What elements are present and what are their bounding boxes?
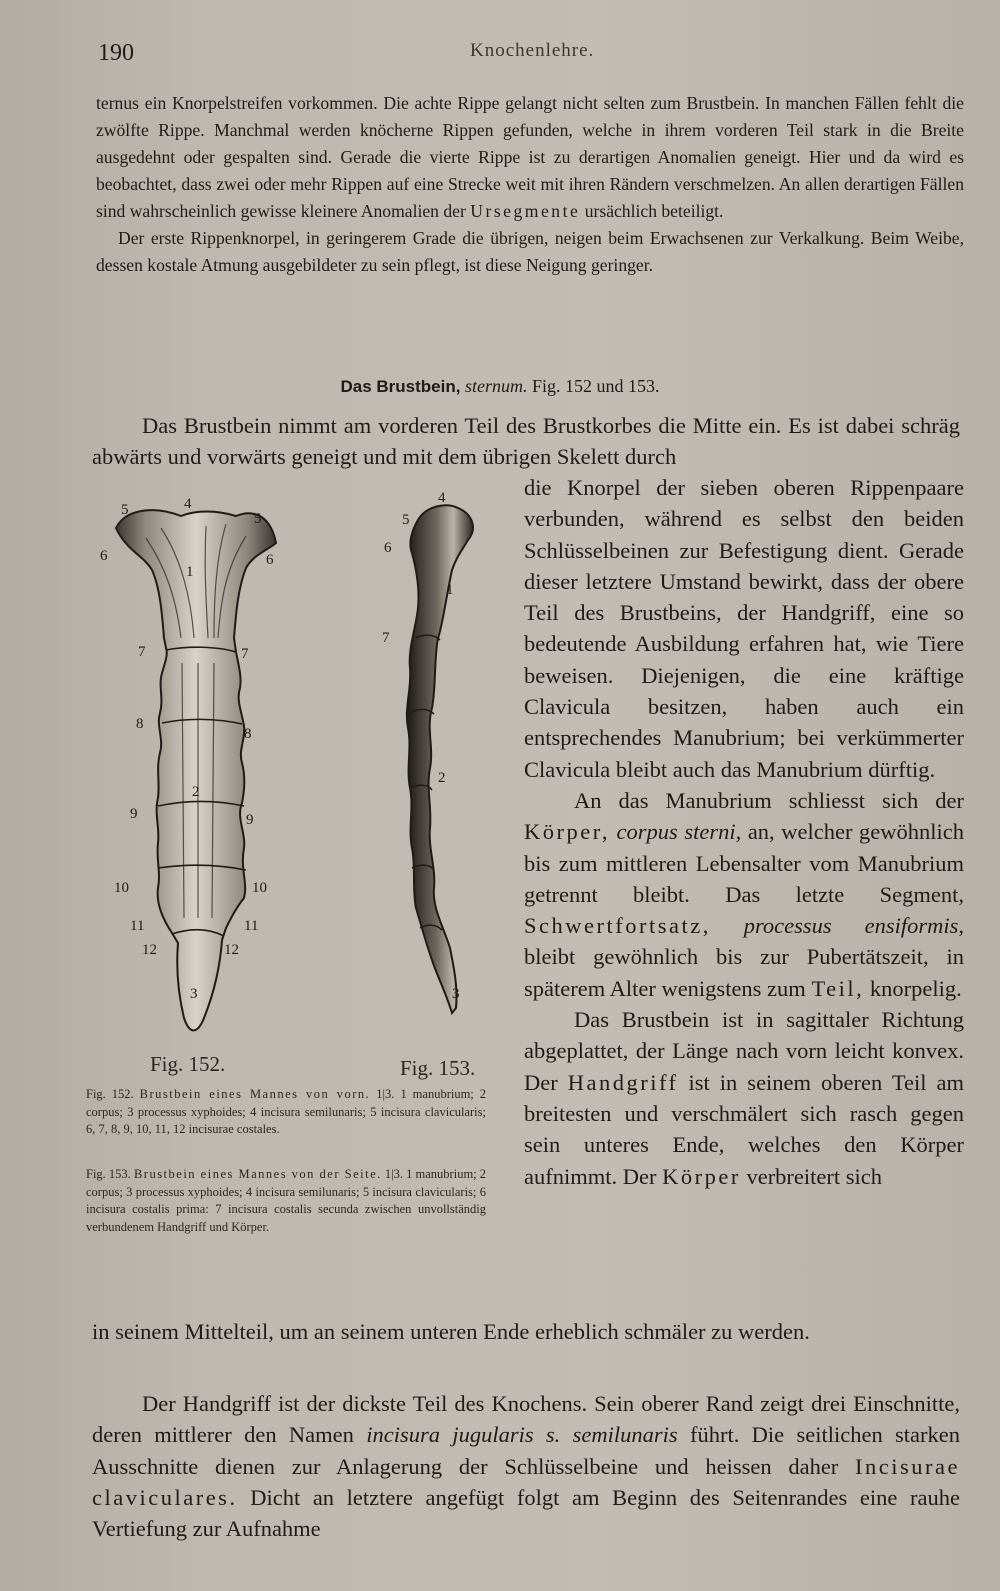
fig152-label-12-left: 12 xyxy=(142,942,157,958)
sternum-front-drawing xyxy=(116,510,276,1030)
fig152-label-12-right: 12 xyxy=(224,942,239,958)
final-paragraph: Der Handgriff ist der dickste Teil des Knochens. Sein oberer Rand zeigt drei Einschnitte, deren mittlerer den Namen incisura jugularis s. semilunaris führt. Die seitlichen starken Ausschnitte dienen zur Anlagerung der Schlüsselbeine und heissen daher Incisurae claviculares. Dicht an letztere angefügt folgt am Beginn des Seitenrandes eine rauhe Vertiefung zur Aufnahme xyxy=(92,1391,961,1542)
intro-paragraph-2: Der erste Rippenknorpel, in geringerem Grade die übrigen, neigen beim Erwachsenen zur Verkalkung. Beim Weibe, dessen kostale Atmung ausgebildeter zu sein pflegt, ist diese Neigung geringer. xyxy=(96,228,964,275)
sternum-side-drawing xyxy=(407,505,473,1013)
fig152-label-1: 1 xyxy=(186,564,194,580)
fig153-label-7: 7 xyxy=(382,630,390,646)
sternum-figures xyxy=(86,488,506,1048)
fig152-label-8-right: 8 xyxy=(244,726,252,742)
fig152-label-5-left: 5 xyxy=(121,502,129,518)
fig153-label-6: 6 xyxy=(384,540,392,556)
fig152-label-8-left: 8 xyxy=(136,716,144,732)
fig152-label-11-right: 11 xyxy=(244,918,259,934)
fig-152-label: Fig. 152. xyxy=(150,1052,226,1076)
right-column xyxy=(524,472,964,1192)
intro-paragraph-1: ternus ein Knorpelstreifen vorkommen. Die achte Rippe gelangt nicht selten zum Brustbein. In manchen Fällen fehlt die zwölfte Rippe. Manchmal werden knöcherne Rippen gefunden, welche in ihrem vorderen Teil stark in die Breite ausgedehnt oder gespalten sind. Gerade die vierte Rippe ist zu derartigen Anomalien geneigt. Hier und da wird es beobachtet, dass zwei oder mehr Rippen auf eine Strecke weit mit ihren Rändern verschmelzen. An allen derartigen Fällen sind wahrscheinlich gewisse kleinere Anomalien der Ursegmente ursächlich beteiligt. xyxy=(96,93,964,221)
fig152-label-3: 3 xyxy=(190,986,198,1002)
fig152-label-11-left: 11 xyxy=(130,918,145,934)
column-paragraph-1: die Knorpel der sieben oberen Rippenpaare verbunden, während es selbst den beiden Schlüsselbeinen zur Befestigung dient. Gerade dieser letztere Umstand bewirkt, dass der obere Teil des Brustbeins, der Handgriff, eine so bedeutende Ausbildung erfahren hat, wie Tiere beweisen. Diejenigen, die eine kräftige Clavicula besitzen, haben auch ein entsprechendes Manubrium; bei verkümmerter Clavicula bleibt auch das Manubrium dürftig. xyxy=(524,475,964,782)
fig-153-label: Fig. 153. xyxy=(400,1056,476,1080)
fig152-label-2: 2 xyxy=(192,784,200,800)
fig152-label-9-left: 9 xyxy=(130,806,138,822)
column-paragraph-2: An das Manubrium schliesst sich der Körper, corpus sterni, an, welcher gewöhnlich bis zum mittleren Lebensalter vom Manubrium getrennt bleibt. Das letzte Segment, Schwertfortsatz, processus ensiformis, bleibt gewöhnlich bis zur Pubertätszeit, in späterem Alter wenigstens zum Teil, knorpelig. xyxy=(524,787,965,1001)
section-heading: Das Brustbein, sternum. Fig. 152 und 153. xyxy=(340,376,660,396)
fig152-label-10-right: 10 xyxy=(252,880,267,896)
fig152-label-10-left: 10 xyxy=(114,880,129,896)
fig152-label-9-right: 9 xyxy=(246,812,254,828)
fig152-label-4: 4 xyxy=(184,496,192,512)
lead-paragraph: Das Brustbein nimmt am vorderen Teil des Brustkorbes die Mitte ein. Es ist dabei schräg abwärts und vorwärts geneigt und mit dem übrigen Skelett durch xyxy=(92,413,960,470)
continued-paragraph: in seinem Mittelteil, um an seinem unteren Ende erheblich schmäler zu werden. xyxy=(92,1319,810,1344)
running-title: Knochenlehre. xyxy=(470,40,595,61)
fig153-label-1: 1 xyxy=(446,582,454,598)
page-number: 190 xyxy=(98,40,134,66)
fig152-label-7-right: 7 xyxy=(241,646,249,662)
fig152-label-6-left: 6 xyxy=(100,548,108,564)
fig152-label-7-left: 7 xyxy=(138,644,146,660)
fig153-label-4: 4 xyxy=(438,490,446,506)
column-paragraph-3: Das Brustbein ist in sagittaler Richtung abgeplattet, der Länge nach vorn leicht konvex. Der Handgriff ist in seinem oberen Teil am breitesten und verschmälert sich rasch gegen sein unteres Ende, welches den Körper aufnimmt. Der Körper verbreitert sich xyxy=(524,1007,964,1189)
fig152-label-5-right: 5 xyxy=(254,511,262,527)
fig152-label-6-right: 6 xyxy=(266,552,274,568)
intro-text xyxy=(96,90,964,279)
fig153-label-5: 5 xyxy=(402,512,410,528)
fig-152-caption: Fig. 152. Brustbein eines Mannes von vorn. 1|3. 1 manubrium; 2 corpus; 3 processus xyphoides; 4 incisura semilunaris; 5 incisura clavicularis; 6, 7, 8, 9, 10, 11, 12 incisurae costales. xyxy=(86,1087,487,1136)
fig153-label-2: 2 xyxy=(438,770,446,786)
fig-153-caption: Fig. 153. Brustbein eines Mannes von der Seite. 1|3. 1 manubrium; 2 corpus; 3 processus xyphoides; 4 incisura semilunaris; 5 incisura clavicularis; 6 incisura costalis prima: 7 incisura costalis secunda zwischen unvollständig verbundenem Handgriff und Körper. xyxy=(86,1167,487,1234)
fig153-label-3: 3 xyxy=(452,986,460,1002)
